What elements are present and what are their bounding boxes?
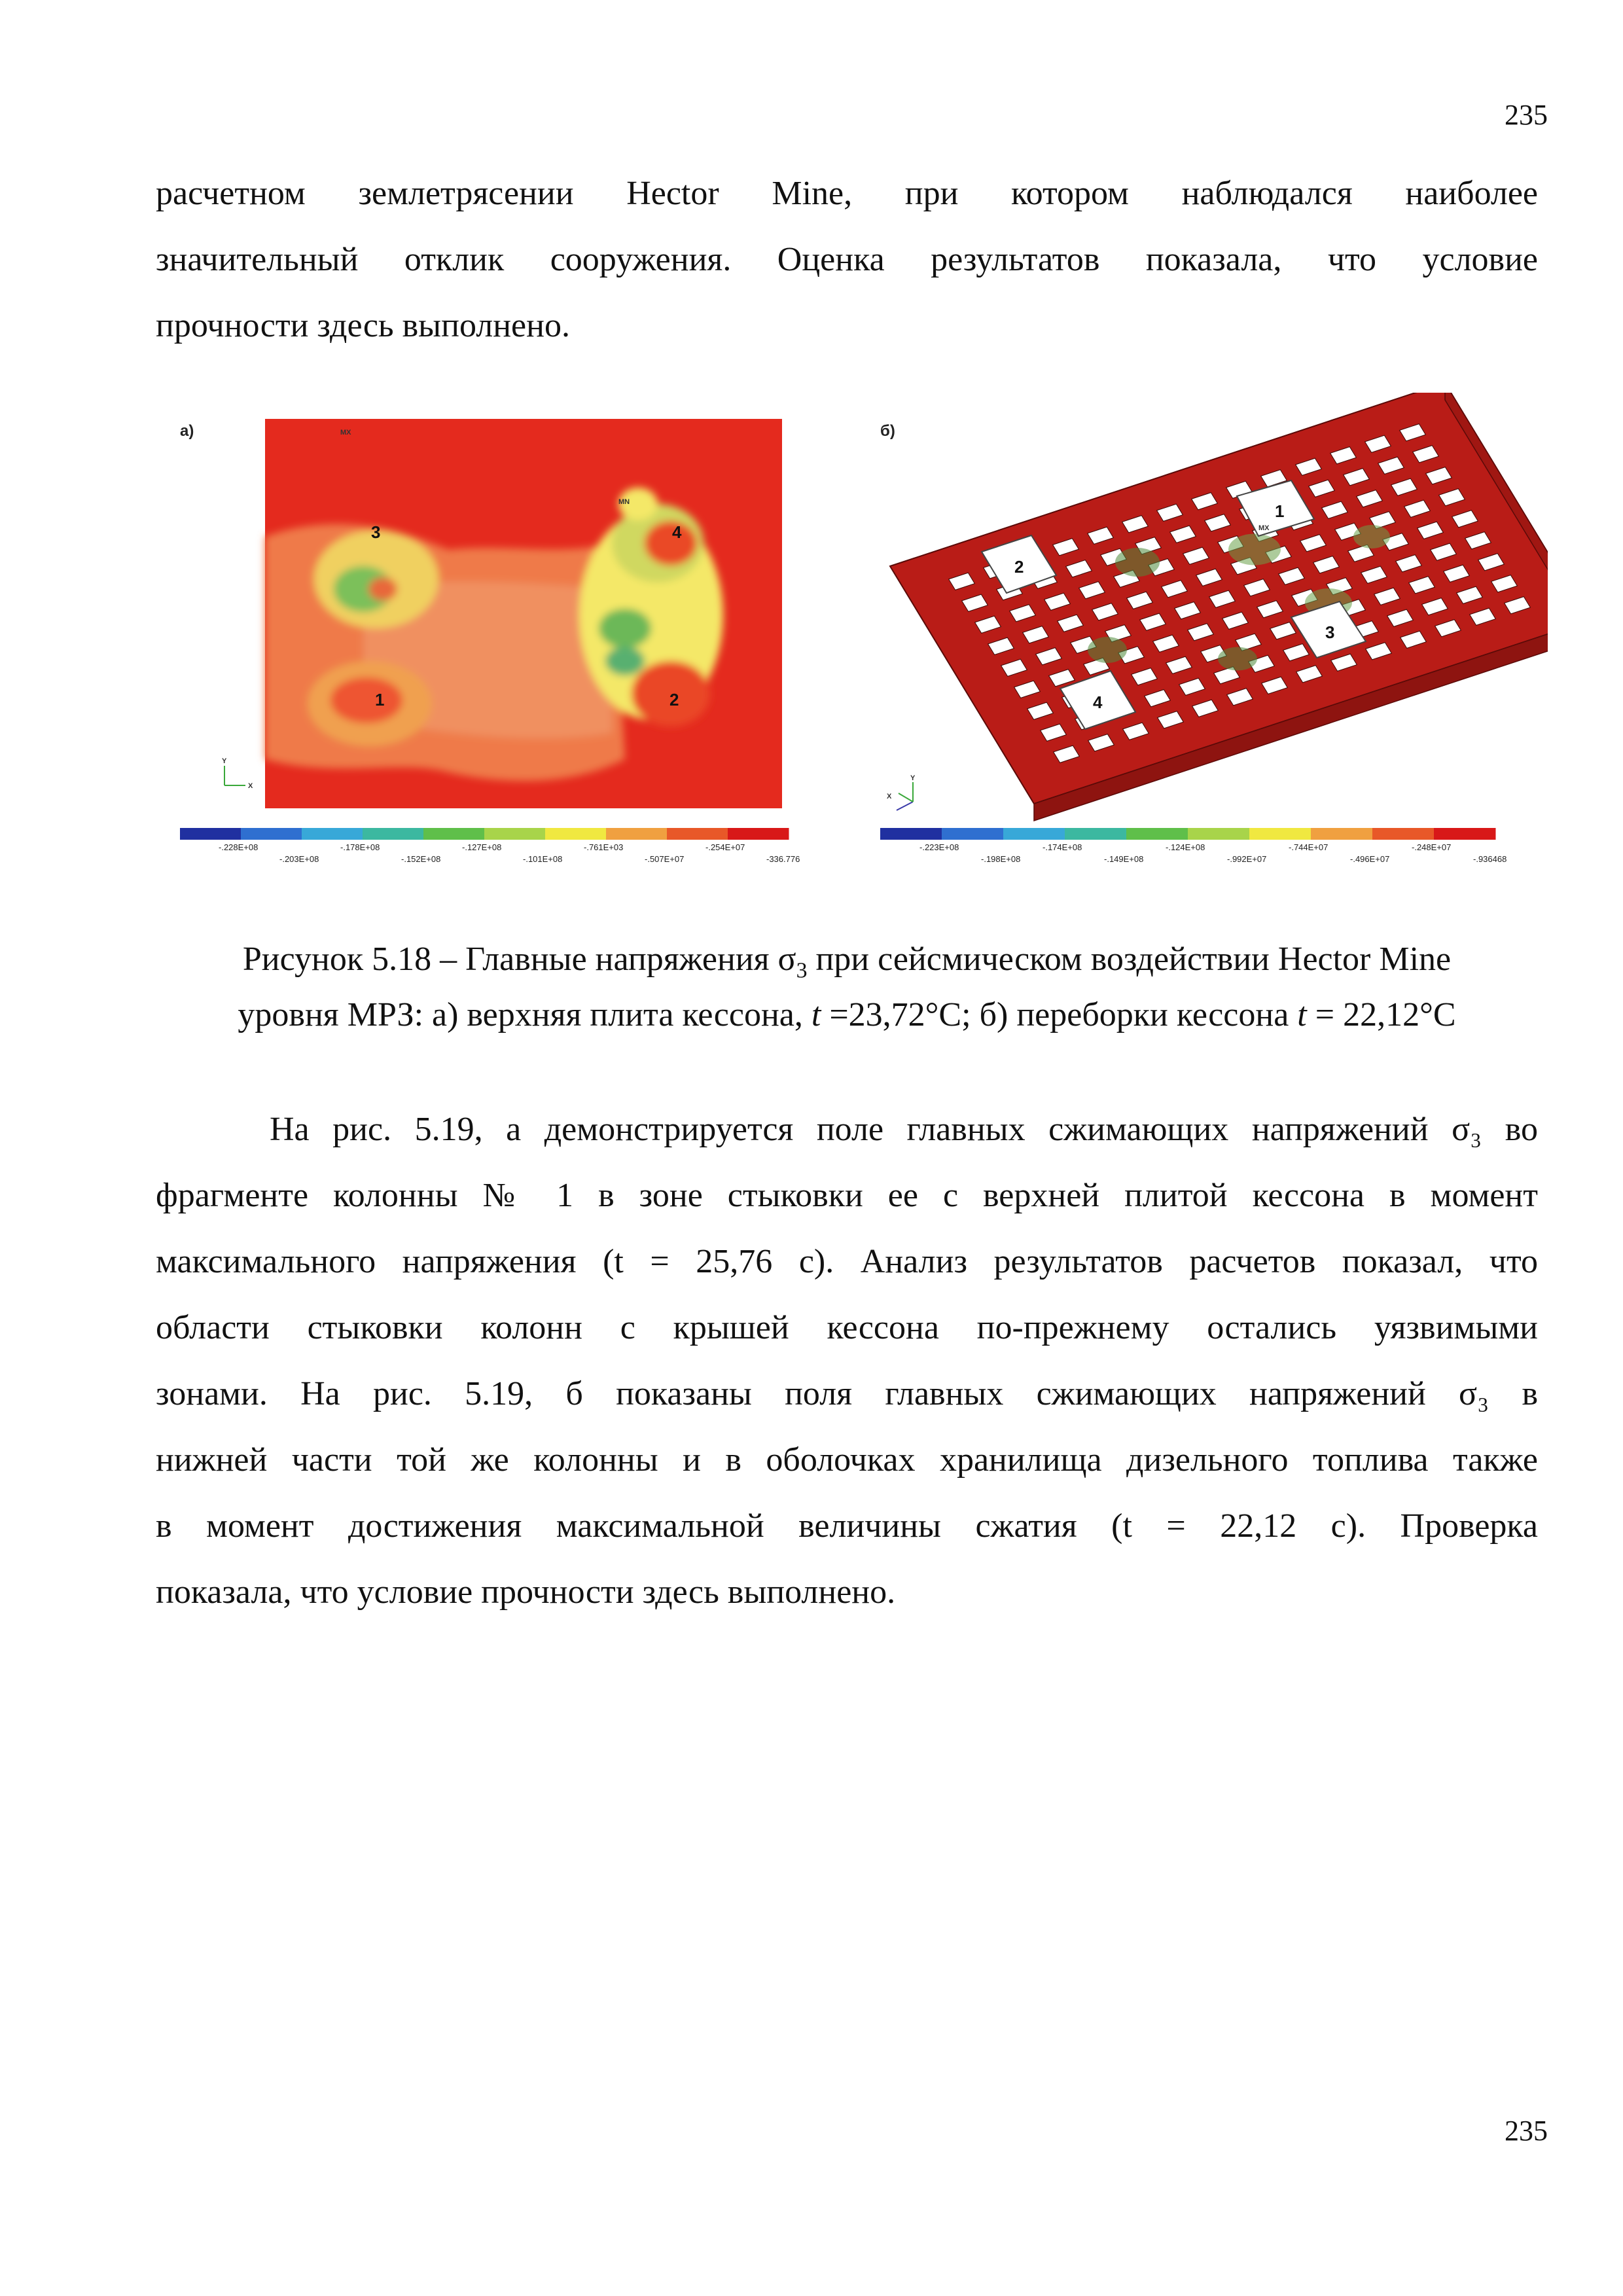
page-number-top: 235	[1505, 99, 1548, 131]
legend-label: -.127E+08	[462, 842, 502, 852]
marker-4: 4	[1093, 692, 1103, 712]
page-number-bottom: 235	[1505, 2115, 1548, 2147]
legend-label: -.992E+07	[1227, 854, 1267, 864]
legend-swatch	[1311, 828, 1373, 840]
legend-label: -.744E+07	[1289, 842, 1329, 852]
legend-swatch	[484, 828, 546, 840]
panel-b-label: б)	[880, 422, 895, 440]
text-line: области стыковки колонн с крышей кессона по-прежнему остались уязвимыми	[156, 1309, 1538, 1346]
text-line: в момент достижения максимальной величины сжатия (t = 22,12 с). Проверка	[156, 1507, 1538, 1545]
legend-label: -.152E+08	[401, 854, 441, 864]
figure-panel-a	[167, 393, 821, 877]
legend-label: -.101E+08	[523, 854, 563, 864]
stress-contour-plate	[167, 393, 821, 877]
text-line: максимального напряжения (t = 25,76 с). Анализ результатов расчетов показал, что	[156, 1243, 1538, 1280]
marker-1: 1	[1275, 501, 1285, 521]
text-line: значительный отклик сооружения. Оценка результатов показала, что условие	[156, 241, 1538, 278]
axis-triad	[222, 757, 253, 790]
axis-triad	[887, 774, 916, 810]
body-paragraph	[156, 1096, 1538, 1625]
legend-swatch	[1003, 828, 1065, 840]
svg-text:X: X	[248, 782, 253, 790]
legend-label: -.198E+08	[981, 854, 1021, 864]
svg-text:Y: Y	[910, 774, 916, 782]
legend-swatch	[1188, 828, 1250, 840]
legend-swatch	[545, 828, 607, 840]
panel-a-label: а)	[180, 422, 194, 440]
figure-caption	[156, 937, 1538, 1037]
legend-swatch	[1126, 828, 1188, 840]
legend-swatch	[1065, 828, 1127, 840]
legend-swatch	[1434, 828, 1496, 840]
text-line: расчетном землетрясении Hector Mine, при котором наблюдался наиболее	[156, 175, 1538, 212]
caption-line-1: Рисунок 5.18 – Главные напряжения $\sigma_3$ при сейсмическом воздействии Hector Mine	[242, 941, 1452, 983]
marker-1: 1	[375, 690, 385, 709]
legend-label: -.254E+07	[705, 842, 745, 852]
svg-text:Y: Y	[222, 757, 227, 765]
text-line: На рис. 5.19, а демонстрируется поле главных сжимающих напряжений σ₃ во	[270, 1111, 1538, 1148]
legend-swatch	[942, 828, 1004, 840]
color-legend	[880, 828, 1507, 864]
color-legend	[180, 828, 800, 864]
marker-2: 2	[669, 690, 679, 709]
legend-label: -.149E+08	[1104, 854, 1144, 864]
legend-swatch	[728, 828, 789, 840]
legend-label: -.248E+07	[1412, 842, 1452, 852]
legend-label: -.174E+08	[1043, 842, 1082, 852]
legend-label: -.507E+07	[645, 854, 685, 864]
legend-label: -.223E+08	[919, 842, 959, 852]
legend-swatch	[880, 828, 942, 840]
max-marker: MX	[1258, 524, 1270, 532]
marker-3: 3	[371, 522, 381, 542]
legend-label: -.761E+03	[584, 842, 624, 852]
min-marker: MN	[618, 498, 630, 506]
legend-label: -.178E+08	[340, 842, 380, 852]
legend-swatch	[1249, 828, 1311, 840]
marker-3: 3	[1325, 622, 1335, 642]
text-line: прочности здесь выполнено.	[156, 307, 570, 344]
legend-swatch	[1372, 828, 1435, 840]
legend-label: -.124E+08	[1166, 842, 1205, 852]
intro-paragraph	[156, 160, 1538, 359]
marker-2: 2	[1014, 557, 1024, 577]
legend-swatch	[606, 828, 668, 840]
legend-label: -.496E+07	[1350, 854, 1390, 864]
figure-panel-b	[867, 393, 1548, 877]
legend-swatch	[180, 828, 241, 840]
marker-4: 4	[672, 522, 682, 542]
text-line: показала, что условие прочности здесь выполнено.	[156, 1573, 896, 1611]
legend-swatch	[423, 828, 485, 840]
max-marker: MX	[340, 429, 351, 437]
legend-label: -.936468	[1473, 854, 1507, 864]
legend-swatch	[363, 828, 424, 840]
legend-label: -.228E+08	[219, 842, 259, 852]
caption-line-2: уровня МРЗ: а) верхняя плита кессона, t =23,72°С; б) переборки кессона t = 22,12°С	[238, 996, 1456, 1034]
text-line: нижней части той же колонны и в оболочках хранилища дизельного топлива также	[156, 1441, 1538, 1479]
legend-label: -336.776	[766, 854, 800, 864]
legend-swatch	[302, 828, 363, 840]
text-line: фрагменте колонны № 1 в зоне стыковки ее с верхней плитой кессона в момент	[156, 1177, 1538, 1214]
legend-swatch	[241, 828, 302, 840]
bulkhead-model	[867, 393, 1548, 877]
svg-text:X: X	[887, 793, 892, 800]
legend-label: -.203E+08	[279, 854, 319, 864]
legend-swatch	[667, 828, 728, 840]
text-line: зонами. На рис. 5.19, б показаны поля главных сжимающих напряжений σ₃ в	[156, 1375, 1538, 1412]
